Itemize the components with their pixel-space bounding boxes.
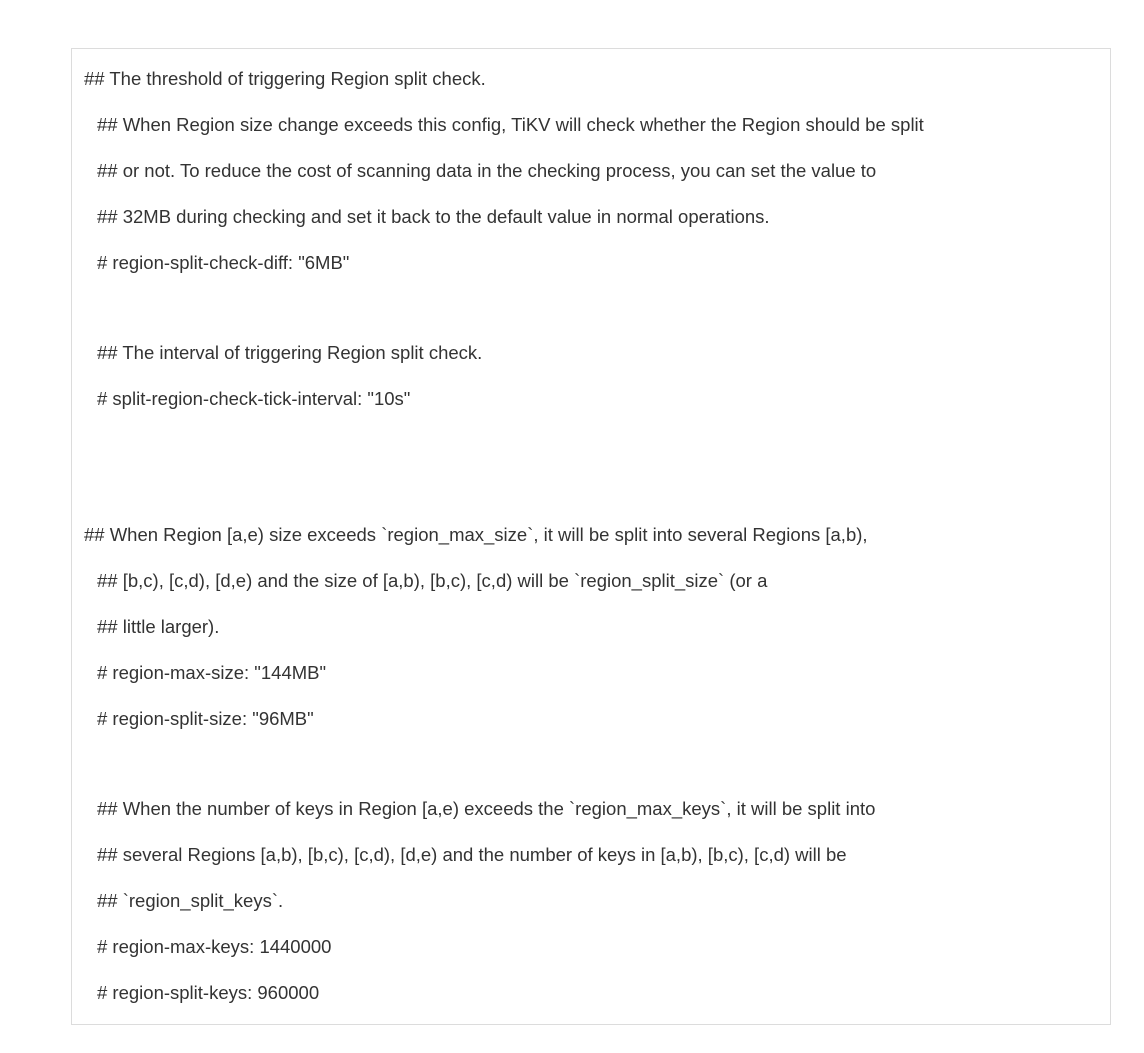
code-line: ## 32MB during checking and set it back to the default value in normal operations. xyxy=(97,206,770,227)
code-line: ## When the number of keys in Region [a,e) exceeds the `region_max_keys`, it will be split into xyxy=(97,798,876,819)
code-line: ## The threshold of triggering Region split check. xyxy=(84,68,486,89)
code-line: ## `region_split_keys`. xyxy=(97,890,284,911)
code-line: # split-region-check-tick-interval: "10s" xyxy=(97,388,411,409)
config-code-block xyxy=(71,48,1111,1025)
code-line: # region-split-keys: 960000 xyxy=(97,982,320,1003)
code-line: ## little larger). xyxy=(97,616,220,637)
code-line: ## When Region size change exceeds this config, TiKV will check whether the Region should be split xyxy=(97,114,924,135)
code-line: # region-split-size: "96MB" xyxy=(97,708,314,729)
code-line: # region-split-check-diff: "6MB" xyxy=(97,252,350,273)
code-line: # region-max-keys: 1440000 xyxy=(97,936,332,957)
code-line: ## several Regions [a,b), [b,c), [c,d), [d,e) and the number of keys in [a,b), [b,c), [c,d) will be xyxy=(97,844,847,865)
code-line: ## The interval of triggering Region split check. xyxy=(97,342,483,363)
code-line: ## [b,c), [c,d), [d,e) and the size of [a,b), [b,c), [c,d) will be `region_split_size` (or a xyxy=(97,570,768,591)
code-line: ## When Region [a,e) size exceeds `region_max_size`, it will be split into several Regions [a,b), xyxy=(84,524,868,545)
code-line: ## or not. To reduce the cost of scanning data in the checking process, you can set the value to xyxy=(97,160,877,181)
code-line: # region-max-size: "144MB" xyxy=(97,662,327,683)
